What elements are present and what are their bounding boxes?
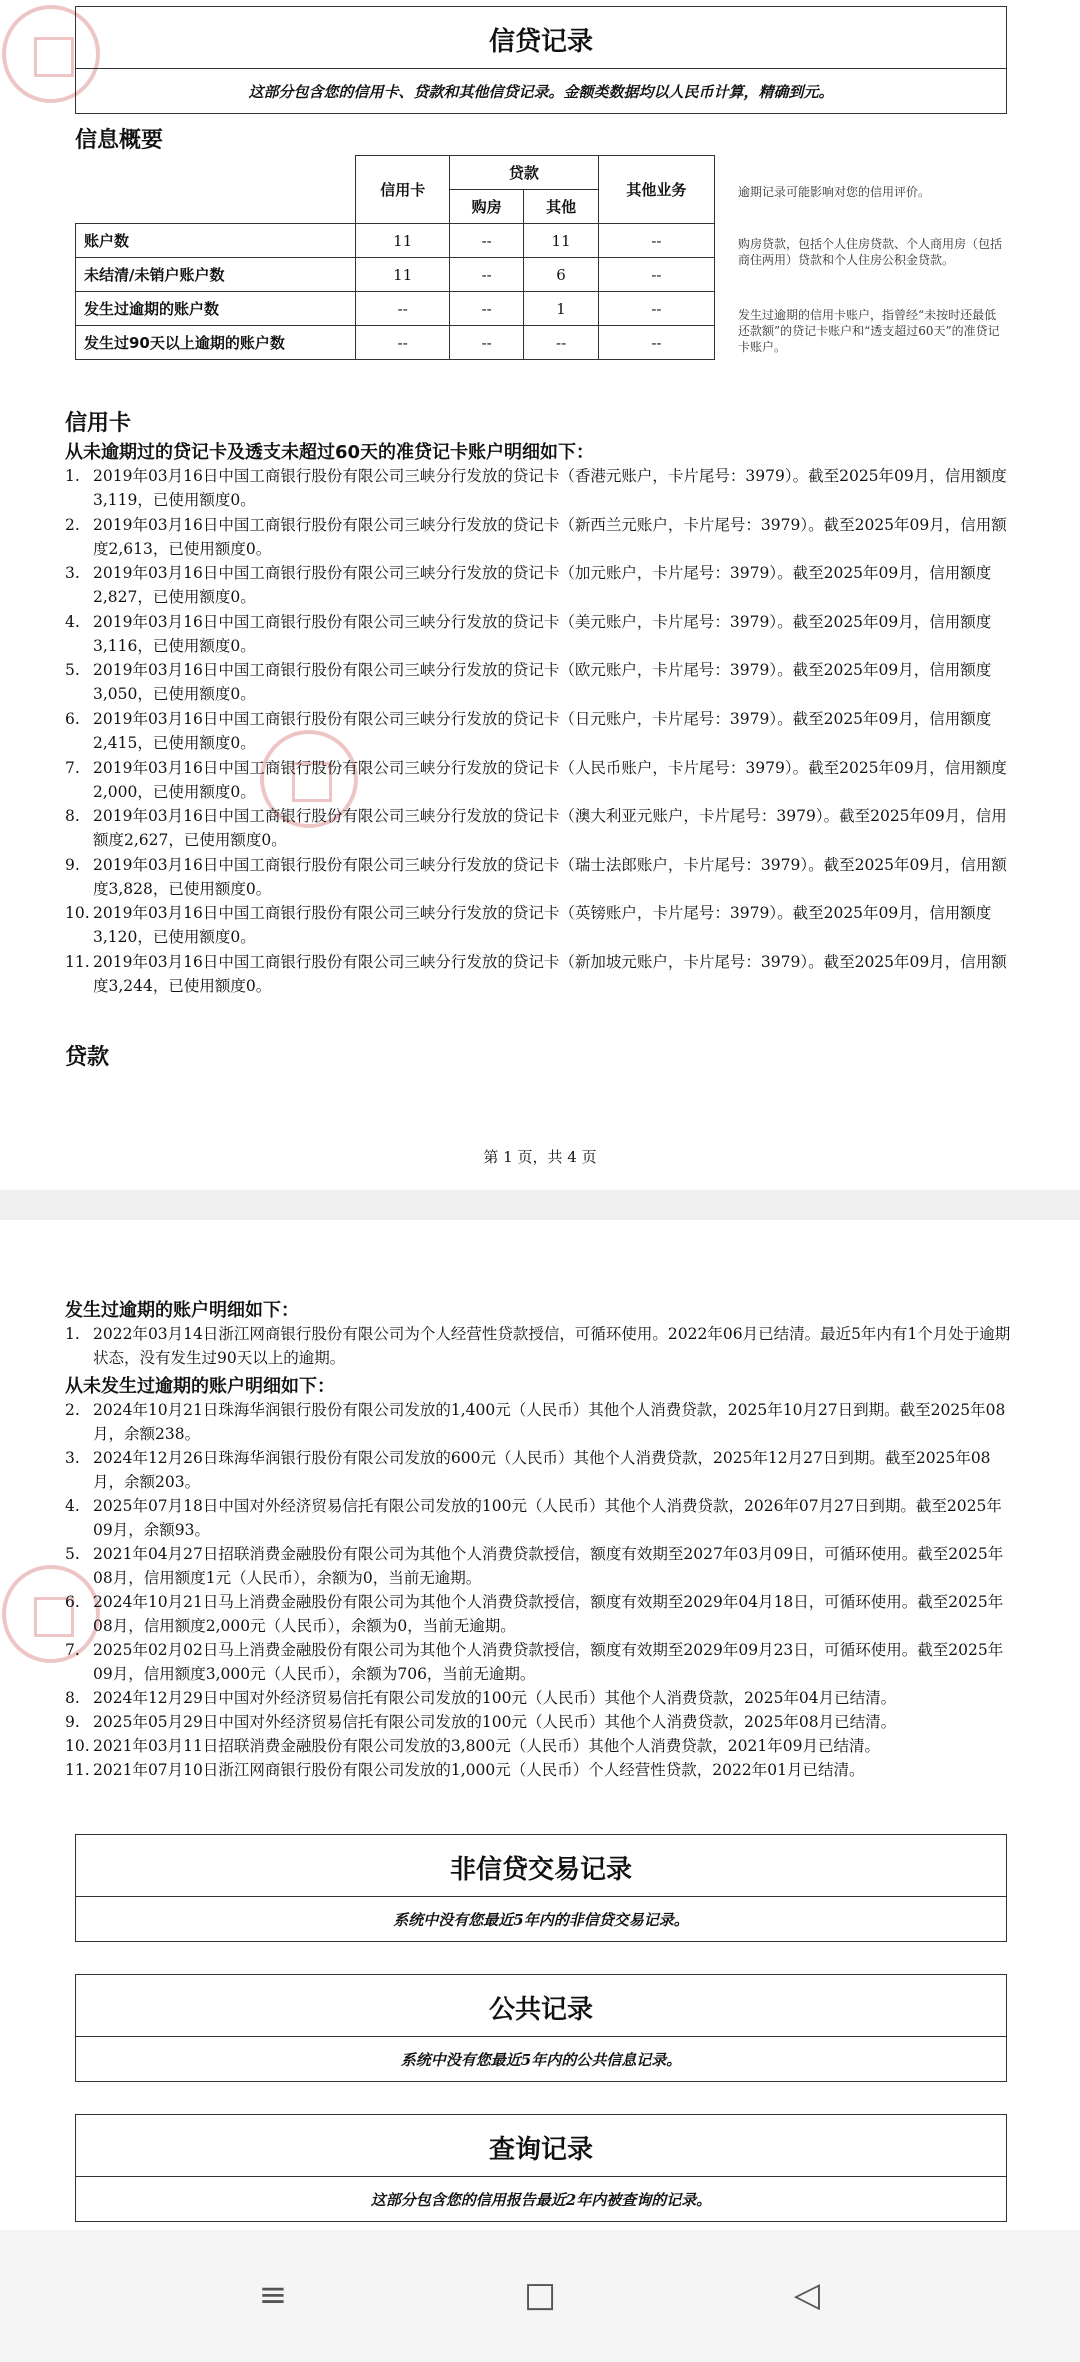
credit-card-list (65, 464, 1013, 998)
list-item: 7. 2019年03月16日中国工商银行股份有限公司三峡分行发放的贷记卡（人民币账户，卡片尾号：3979）。截至2025年09月，信用额度2,000，已使用额度0。 (65, 758, 1007, 801)
query-record-subtitle: 这部分包含您的信用报告最近2年内被查询的记录。 (370, 2191, 712, 2209)
header-house: 购房 (449, 190, 523, 224)
overdue-item-text: 2022年03月14日浙江网商银行股份有限公司为个人经营性贷款授信，可循环使用。2022年06月已结清。最近5年内有1个月处于逾期状态，没有发生过90天以上的逾期。 (93, 1325, 1011, 1367)
credit-card-item-text: 2019年03月16日中国工商银行股份有限公司三峡分行发放的贷记卡（日元账户，卡片尾号：3979）。截至2025年09月，信用额度2,415，已使用额度0。 (93, 709, 992, 752)
non-credit-subtitle: 系统中没有您最近5年内的非信贷交易记录。 (393, 1911, 689, 1929)
list-item: 1. 2022年03月14日浙江网商银行股份有限公司为个人经营性贷款授信，可循环使用。2022年06月已结清。最近5年内有1个月处于逾期状态，没有发生过90天以上的逾期。 (65, 1325, 1011, 1367)
loan-item-text: 2024年10月21日马上消费金融股份有限公司为其他个人消费贷款授信，额度有效期至2029年04月18日，可循环使用。截至2025年08月，信用额度2,000元（人民币），余额为0，当前无逾期。 (93, 1593, 1004, 1635)
overview-corner (76, 156, 356, 224)
credit-card-item-text: 2019年03月16日中国工商银行股份有限公司三峡分行发放的贷记卡（英镑账户，卡片尾号：3979）。截至2025年09月，信用额度3,120，已使用额度0。 (93, 904, 992, 947)
overview-table (75, 155, 715, 360)
credit-card-subheading: 从未逾期过的贷记卡及透支未超过60天的准贷记卡账户明细如下： (65, 442, 595, 463)
overview-note: 购房贷款，包括个人住房贷款、个人商用房（包括商住两用）贷款和个人住房公积金贷款。 (738, 237, 1003, 267)
cell-credit-card: 11 (356, 224, 450, 258)
list-item: 6. 2019年03月16日中国工商银行股份有限公司三峡分行发放的贷记卡（日元账户，卡片尾号：3979）。截至2025年09月，信用额度2,415，已使用额度0。 (65, 709, 992, 752)
cell-credit-card: -- (356, 292, 450, 326)
overdue-heading: 发生过逾期的账户明细如下： (65, 1300, 299, 1321)
public-record-subtitle: 系统中没有您最近5年内的公共信息记录。 (400, 2051, 682, 2069)
home-icon[interactable]: □ (523, 2275, 557, 2315)
cell-other: -- (524, 326, 599, 360)
cell-other: 6 (524, 258, 599, 292)
list-item: 11. 2019年03月16日中国工商银行股份有限公司三峡分行发放的贷记卡（新加坡元账户，卡片尾号：3979）。截至2025年09月，信用额度3,244，已使用额度0。 (65, 952, 1007, 995)
list-item: 5. 2019年03月16日中国工商银行股份有限公司三峡分行发放的贷记卡（欧元账户，卡片尾号：3979）。截至2025年09月，信用额度3,050，已使用额度0。 (65, 661, 992, 704)
overview-note: 逾期记录可能影响对您的信用评价。 (738, 185, 931, 199)
header-other-business: 其他业务 (598, 156, 714, 224)
loan-item-text: 2021年07月10日浙江网商银行股份有限公司发放的1,000元（人民币）个人经营性贷款，2022年01月已结清。 (93, 1761, 865, 1779)
public-record-box (75, 1974, 1007, 2082)
overview-title: 信息概要 (75, 128, 164, 153)
public-record-title: 公共记录 (76, 1975, 1006, 2037)
list-item: 10. 2019年03月16日中国工商银行股份有限公司三峡分行发放的贷记卡（英镑账户，卡片尾号：3979）。截至2025年09月，信用额度3,120，已使用额度0。 (65, 904, 992, 947)
list-item: 7. 2025年02月02日马上消费金融股份有限公司为其他个人消费贷款授信，额度有效期至2029年09月23日，可循环使用。截至2025年09月，信用额度3,000元（人民币），余额为706，当前无逾期。 (65, 1641, 1004, 1683)
loan-item-text: 2021年03月11日招联消费金融股份有限公司发放的3,800元（人民币）其他个人消费贷款，2021年09月已结清。 (93, 1737, 880, 1755)
overview-note: 发生过逾期的信用卡账户，指曾经“未按时还最低还款额”的贷记卡账户和“透支超过60天”的准贷记卡账户。 (738, 308, 1000, 354)
list-item: 5. 2021年04月27日招联消费金融股份有限公司为其他个人消费贷款授信，额度有效期至2027年03月09日，可循环使用。截至2025年08月，信用额度1元（人民币），余额为0，当前无逾期。 (65, 1545, 1004, 1587)
list-item: 9. 2019年03月16日中国工商银行股份有限公司三峡分行发放的贷记卡（瑞士法郎账户，卡片尾号：3979）。截至2025年09月，信用额度3,828，已使用额度0。 (65, 855, 1007, 898)
never-overdue-heading: 从未发生过逾期的账户明细如下： (65, 1376, 335, 1397)
non-credit-section-box (75, 1834, 1007, 1942)
loan-item-text: 2024年10月21日珠海华润银行股份有限公司发放的1,400元（人民币）其他个人消费贷款，2025年10月27日到期。截至2025年08月，余额238。 (93, 1401, 1006, 1443)
loan-item-text: 2021年04月27日招联消费金融股份有限公司为其他个人消费贷款授信，额度有效期至2027年03月09日，可循环使用。截至2025年08月，信用额度1元（人民币），余额为0，当前无逾期。 (93, 1545, 1004, 1587)
page-number: 第 1 页，共 4 页 (483, 1148, 597, 1166)
cell-other: 11 (524, 224, 599, 258)
list-item: 8. 2024年12月29日中国对外经济贸易信托有限公司发放的100元（人民币）其他个人消费贷款，2025年04月已结清。 (65, 1689, 897, 1707)
row-label: 发生过90天以上逾期的账户数 (76, 326, 356, 360)
cell-credit-card: 11 (356, 258, 450, 292)
header-other: 其他 (524, 190, 599, 224)
list-item: 4. 2019年03月16日中国工商银行股份有限公司三峡分行发放的贷记卡（美元账户，卡片尾号：3979）。截至2025年09月，信用额度3,116，已使用额度0。 (65, 612, 992, 655)
loan-heading: 贷款 (65, 1045, 110, 1070)
non-credit-title: 非信贷交易记录 (76, 1835, 1006, 1897)
list-item: 4. 2025年07月18日中国对外经济贸易信托有限公司发放的100元（人民币）其他个人消费贷款，2026年07月27日到期。截至2025年09月，余额93。 (65, 1497, 1002, 1539)
page-divider (0, 1190, 1080, 1220)
cell-other-business: -- (598, 258, 714, 292)
list-item: 3. 2024年12月26日珠海华润银行股份有限公司发放的600元（人民币）其他个人消费贷款，2025年12月27日到期。截至2025年08月，余额203。 (65, 1449, 991, 1491)
loan-item-text: 2024年12月29日中国对外经济贸易信托有限公司发放的100元（人民币）其他个人消费贷款，2025年04月已结清。 (93, 1689, 897, 1707)
loan-item-text: 2024年12月26日珠海华润银行股份有限公司发放的600元（人民币）其他个人消费贷款，2025年12月27日到期。截至2025年08月，余额203。 (93, 1449, 991, 1491)
loan-item-text: 2025年05月29日中国对外经济贸易信托有限公司发放的100元（人民币）其他个人消费贷款，2025年08月已结清。 (93, 1713, 897, 1731)
list-item: 8. 2019年03月16日中国工商银行股份有限公司三峡分行发放的贷记卡（澳大利亚元账户，卡片尾号：3979）。截至2025年09月，信用额度2,627，已使用额度0。 (65, 807, 1007, 850)
list-item: 11. 2021年07月10日浙江网商银行股份有限公司发放的1,000元（人民币）个人经营性贷款，2022年01月已结清。 (65, 1761, 865, 1779)
credit-card-item-text: 2019年03月16日中国工商银行股份有限公司三峡分行发放的贷记卡（人民币账户，卡片尾号：3979）。截至2025年09月，信用额度2,000，已使用额度0。 (93, 758, 1007, 801)
query-record-title: 查询记录 (76, 2115, 1006, 2177)
query-record-box (75, 2114, 1007, 2222)
list-item: 6. 2024年10月21日马上消费金融股份有限公司为其他个人消费贷款授信，额度有效期至2029年04月18日，可循环使用。截至2025年08月，信用额度2,000元（人民币），余额为0，当前无逾期。 (65, 1593, 1004, 1635)
overdue-list (65, 1322, 1013, 1370)
cell-credit-card: -- (356, 326, 450, 360)
overview-row (76, 258, 715, 292)
credit-card-item-text: 2019年03月16日中国工商银行股份有限公司三峡分行发放的贷记卡（美元账户，卡片尾号：3979）。截至2025年09月，信用额度3,116，已使用额度0。 (93, 612, 992, 655)
row-label: 发生过逾期的账户数 (76, 292, 356, 326)
cell-house: -- (449, 258, 523, 292)
credit-section-subtitle: 这部分包含您的信用卡、贷款和其他信贷记录。金额类数据均以人民币计算，精确到元。 (248, 83, 834, 101)
cell-house: -- (449, 224, 523, 258)
overview-row (76, 326, 715, 360)
loan-item-text: 2025年07月18日中国对外经济贸易信托有限公司发放的100元（人民币）其他个人消费贷款，2026年07月27日到期。截至2025年09月，余额93。 (93, 1497, 1002, 1539)
back-icon[interactable]: ◁ (793, 2275, 821, 2315)
list-item: 9. 2025年05月29日中国对外经济贸易信托有限公司发放的100元（人民币）其他个人消费贷款，2025年08月已结清。 (65, 1713, 897, 1731)
credit-card-item-text: 2019年03月16日中国工商银行股份有限公司三峡分行发放的贷记卡（加元账户，卡片尾号：3979）。截至2025年09月，信用额度2,827，已使用额度0。 (93, 564, 992, 607)
list-item: 10. 2021年03月11日招联消费金融股份有限公司发放的3,800元（人民币）其他个人消费贷款，2021年09月已结清。 (65, 1737, 880, 1755)
credit-section-title: 信贷记录 (76, 7, 1006, 69)
cell-other-business: -- (598, 326, 714, 360)
cell-other-business: -- (598, 292, 714, 326)
credit-card-item-text: 2019年03月16日中国工商银行股份有限公司三峡分行发放的贷记卡（新加坡元账户，卡片尾号：3979）。截至2025年09月，信用额度3,244，已使用额度0。 (93, 952, 1007, 995)
menu-icon[interactable]: ≡ (258, 2275, 288, 2315)
report-page-2 (0, 1220, 1080, 2230)
list-item: 2. 2024年10月21日珠海华润银行股份有限公司发放的1,400元（人民币）其他个人消费贷款，2025年10月27日到期。截至2025年08月，余额238。 (65, 1401, 1006, 1443)
credit-card-item-text: 2019年03月16日中国工商银行股份有限公司三峡分行发放的贷记卡（欧元账户，卡片尾号：3979）。截至2025年09月，信用额度3,050，已使用额度0。 (93, 661, 992, 704)
list-item: 2. 2019年03月16日中国工商银行股份有限公司三峡分行发放的贷记卡（新西兰元账户，卡片尾号：3979）。截至2025年09月，信用额度2,613，已使用额度0。 (65, 515, 1007, 558)
row-label: 未结清/未销户账户数 (76, 258, 356, 292)
loan-item-text: 2025年02月02日马上消费金融股份有限公司为其他个人消费贷款授信，额度有效期至2029年09月23日，可循环使用。截至2025年09月，信用额度3,000元（人民币），余额为706，当前无逾期。 (93, 1641, 1004, 1683)
cell-other-business: -- (598, 224, 714, 258)
credit-card-heading: 信用卡 (65, 411, 132, 436)
overview-row (76, 292, 715, 326)
list-item: 3. 2019年03月16日中国工商银行股份有限公司三峡分行发放的贷记卡（加元账户，卡片尾号：3979）。截至2025年09月，信用额度2,827，已使用额度0。 (65, 564, 992, 607)
never-overdue-list (65, 1398, 1013, 1782)
cell-house: -- (449, 326, 523, 360)
credit-card-item-text: 2019年03月16日中国工商银行股份有限公司三峡分行发放的贷记卡（新西兰元账户，卡片尾号：3979）。截至2025年09月，信用额度2,613，已使用额度0。 (93, 515, 1007, 558)
list-item: 1. 2019年03月16日中国工商银行股份有限公司三峡分行发放的贷记卡（香港元账户，卡片尾号：3979）。截至2025年09月，信用额度3,119，已使用额度0。 (65, 467, 1007, 509)
header-credit-card: 信用卡 (356, 156, 450, 224)
credit-card-item-text: 2019年03月16日中国工商银行股份有限公司三峡分行发放的贷记卡（香港元账户，卡片尾号：3979）。截至2025年09月，信用额度3,119，已使用额度0。 (93, 467, 1007, 509)
cell-house: -- (449, 292, 523, 326)
credit-section-box (75, 6, 1007, 114)
header-loan: 贷款 (449, 156, 598, 190)
cell-other: 1 (524, 292, 599, 326)
credit-card-item-text: 2019年03月16日中国工商银行股份有限公司三峡分行发放的贷记卡（瑞士法郎账户，卡片尾号：3979）。截至2025年09月，信用额度3,828，已使用额度0。 (93, 855, 1007, 898)
overview-row (76, 224, 715, 258)
row-label: 账户数 (76, 224, 356, 258)
credit-card-item-text: 2019年03月16日中国工商银行股份有限公司三峡分行发放的贷记卡（澳大利亚元账户，卡片尾号：3979）。截至2025年09月，信用额度2,627，已使用额度0。 (93, 807, 1007, 850)
